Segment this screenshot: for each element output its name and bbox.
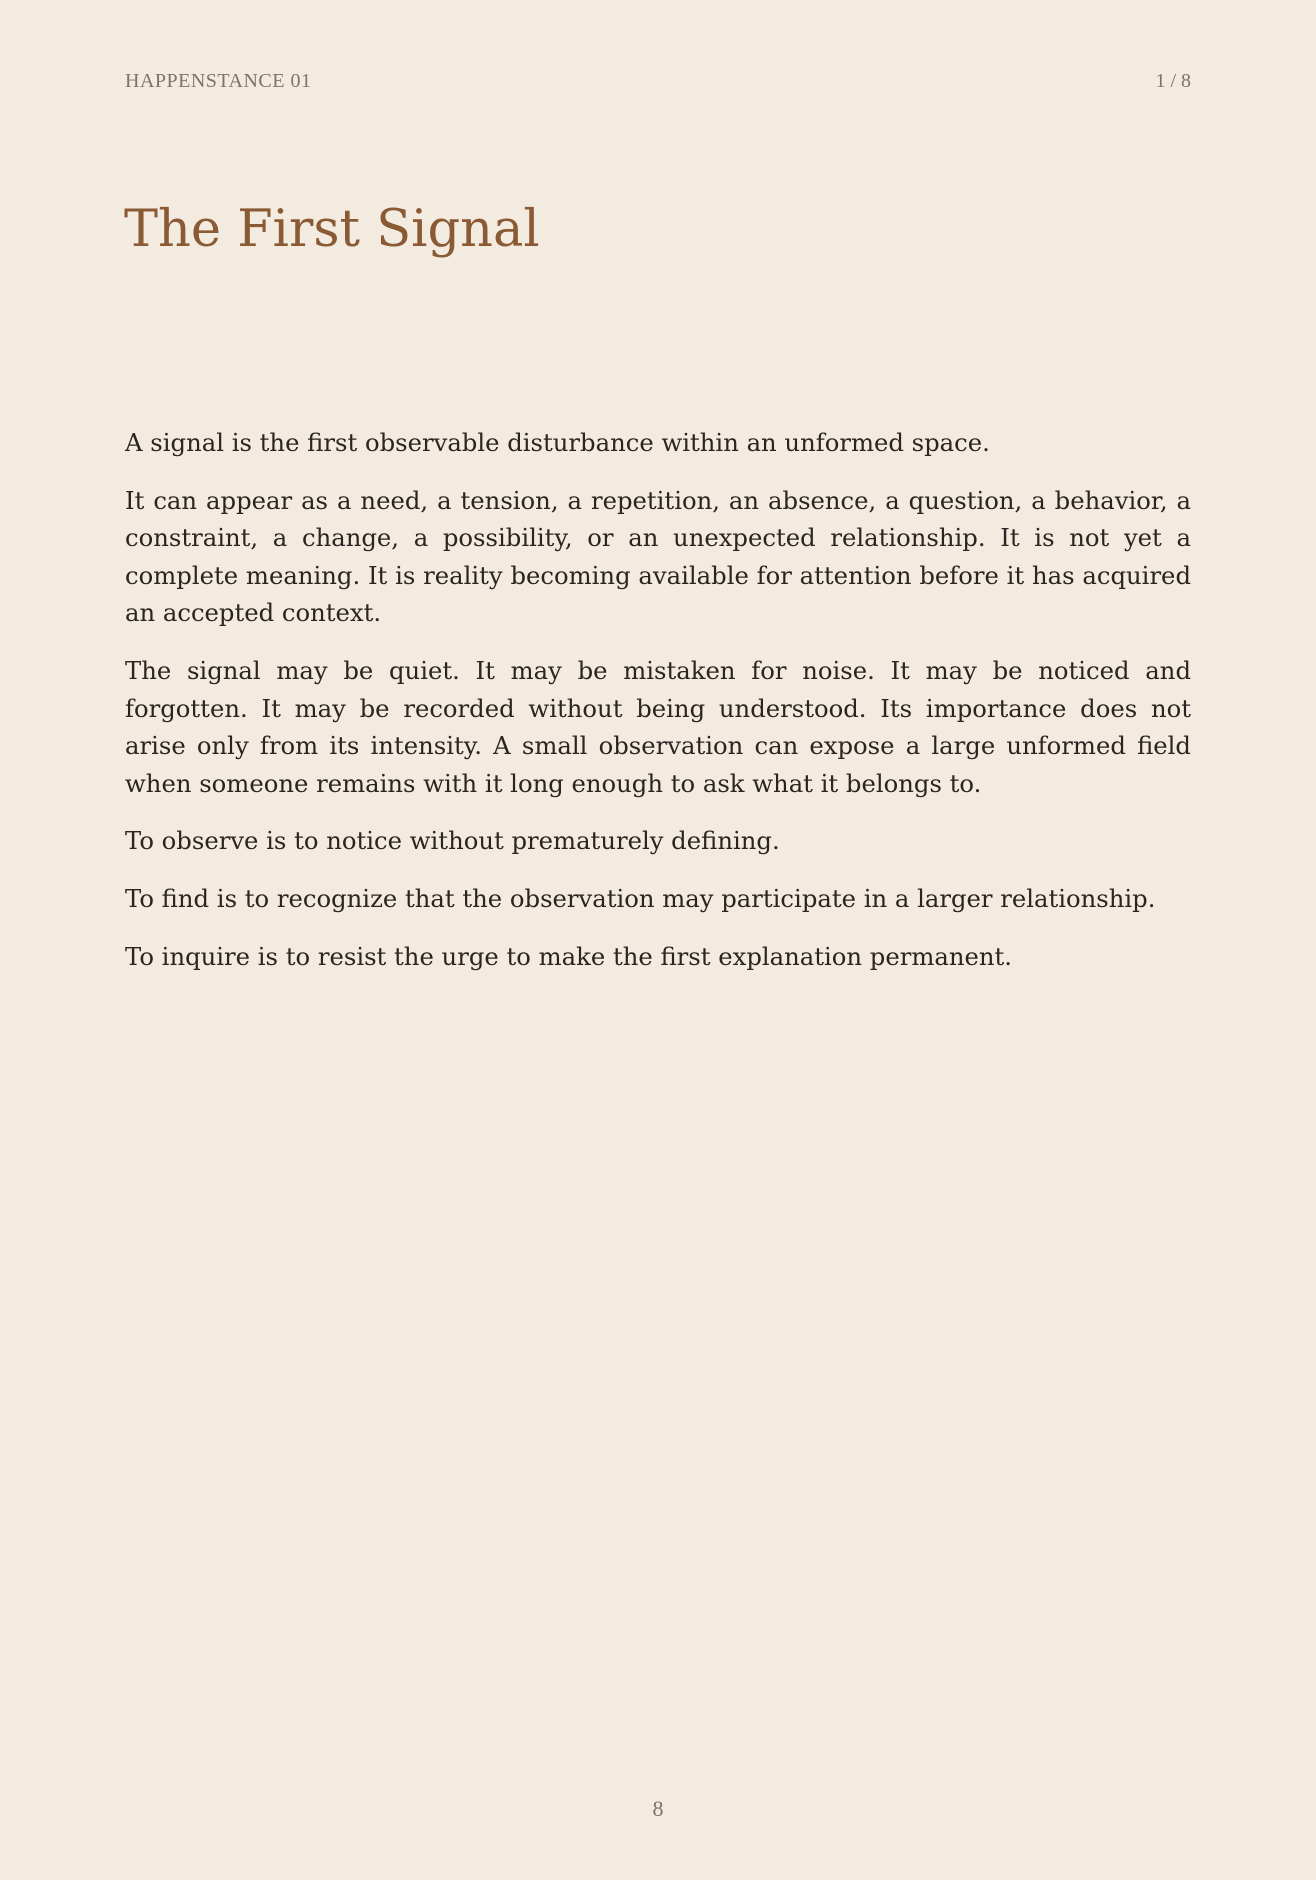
page-progress: 1 / 8	[1155, 70, 1191, 92]
paragraph: To find is to recognize that the observation may participate in a larger relationship.	[125, 883, 1156, 913]
page-number: 8	[652, 1796, 664, 1821]
paragraph: To observe is to notice without prematurely defining.	[125, 826, 780, 856]
page-title: The First Signal	[124, 200, 540, 259]
paragraph: To inquire is to resist the urge to make the first explanation permanent.	[125, 941, 1013, 971]
paragraph: The signal may be quiet. It may be mistaken for noise. It may be noticed and forgotten. It may be recorded without being understood. Its importance does not arise only from its intensity. A small observation can expose a large unformed field when someone remains with it long enough to ask what it belongs to.	[125, 655, 1191, 798]
paragraph: A signal is the first observable disturbance within an unformed space.	[125, 428, 990, 457]
series-label: HAPPENSTANCE 01	[125, 70, 312, 92]
paragraph: It can appear as a need, a tension, a repetition, an absence, a question, a behavior, a constraint, a change, a possibility, or an unexpected relationship. It is not yet a complete meaning. It is reality becoming available for attention before it has acquired an accepted context.	[125, 485, 1191, 628]
body-text	[125, 424, 1191, 995]
